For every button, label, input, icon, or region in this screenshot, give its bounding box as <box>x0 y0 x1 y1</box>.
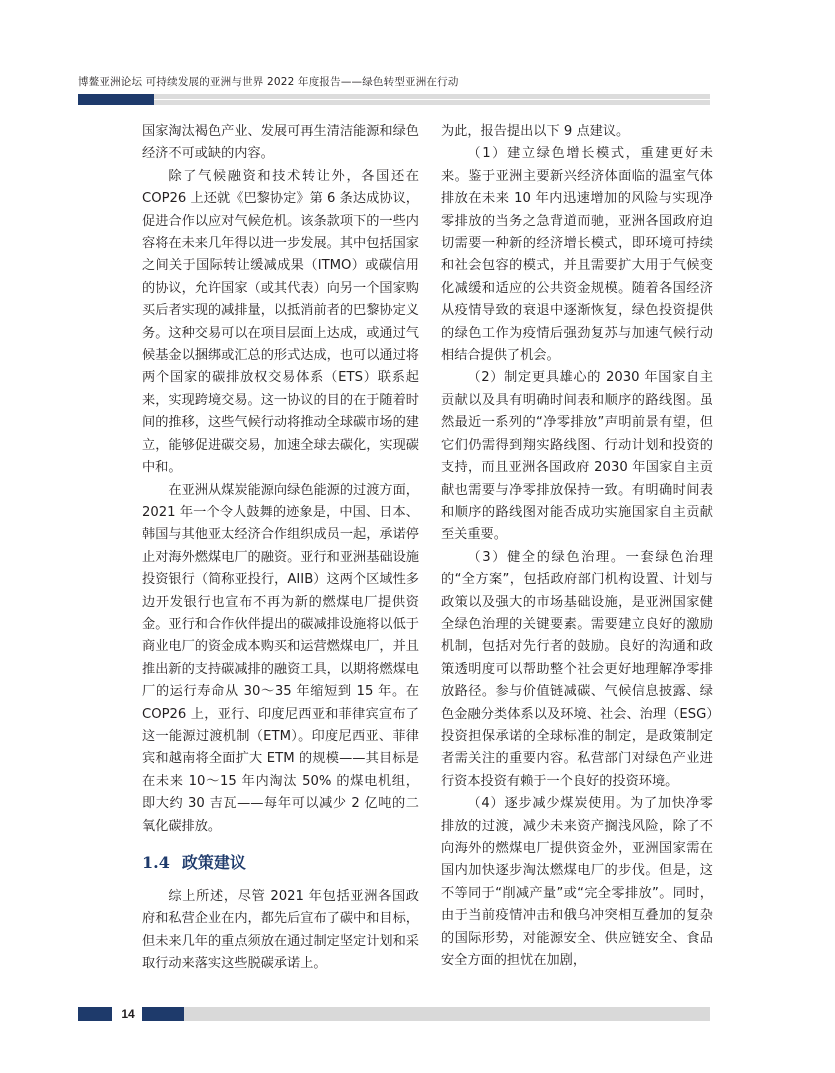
running-header: 博鳌亚洲论坛 可持续发展的亚洲与世界 2022 年度报告——绿色转型亚洲在行动 <box>78 76 459 88</box>
paragraph: 除了气候融资和技术转让外，各国还在 COP26 上还就《巴黎协定》第 6 条达成协议，促进合作以应对气候危机。该条款项下的一些内容将在未来几年得以进一步发展。其中包括国家之间关于国际转让缓减成果（ITMO）或碳信用的协议，允许国家（或其代表）向另一个国家购买后者实现的减排量，以抵消前者的巴黎协定义务。这种交易可以在项目层面上达成，或通过气候基金以捆绑或汇总的形式达成，也可以通过将两个国家的碳排放权交易体系（ETS）联系起来，实现跨境交易。这一协议的目的在于随着时间的推移，这些气候行动将推动全球碳市场的建立，能够促进碳交易，加速全球去碳化，实现碳中和。 <box>142 168 419 476</box>
paragraph: 综上所述，尽管 2021 年包括亚洲各国政府和私营企业在内，都先后宣布了碳中和目标，但未来几年的重点须放在通过制定坚定计划和采取行动来落实这些脱碳承诺上。 <box>142 889 419 972</box>
header-rule <box>78 94 710 105</box>
section-title: 政策建议 <box>181 853 246 872</box>
paragraph: 国家淘汰褐色产业、发展可再生清洁能源和绿色经济不可或缺的内容。 <box>142 124 419 162</box>
paragraph: （3）健全的绿色治理。一套绿色治理的“全方案”，包括政府部门机构设置、计划与政策以及强大的市场基础设施，是亚洲国家健全绿色治理的关键要素。需要建立良好的激励机制，包括对先行者的鼓励。良好的沟通和政策透明度可以帮助整个社会更好地理解净零排放路径。参与价值链减碳、气候信息披露、绿色金融分类体系以及环境、社会、治理（ESG）投资担保承诺的全球标准的制定，是政策制定者需关注的重要内容。私营部门对绿色产业进行资本投资有赖于一个良好的投资环境。 <box>441 549 713 789</box>
left-column <box>142 121 419 976</box>
section-heading <box>142 852 419 874</box>
page-number: 14 <box>121 1007 135 1021</box>
paragraph: （1）建立绿色增长模式，重建更好未来。鉴于亚洲主要新兴经济体面临的温室气体排放在未来 10 年内迅速增加的风险与实现净零排放的当务之急背道而驰，亚洲各国政府迫切需要一种新的经济增长模式，即环境可持续和社会包容的模式，并且需要扩大用于气候变化减缓和适应的公共资金规模。随着各国经济从疫情导致的衰退中逐渐恢复，绿色投资提供的绿色工作为疫情后强劲复苏与加速气候行动相结合提供了机会。 <box>441 146 713 364</box>
paragraph: （4）逐步减少煤炭使用。为了加快净零排放的过渡，减少未来资产搁浅风险，除了不向海外的燃煤电厂提供资金外，亚洲国家需在国内加快逐步淘汰燃煤电厂的步伐。但是，这不等同于“削减产量”或“完全零排放”。同时，由于当前疫情冲击和俄乌冲突相互叠加的复杂的国际形势，对能源安全、供应链安全、食品安全方面的担忧在加剧， <box>441 796 713 969</box>
header-rule-accent <box>78 94 154 105</box>
paragraph: （2）制定更具雄心的 2030 年国家自主贡献以及具有明确时间表和顺序的路线图。虽然最近一系列的“净零排放”声明前景有望，但它们仍需得到翔实路线图、行动计划和投资的支持，而且亚洲各国政府 2030 年国家自主贡献也需要与净零排放保持一致。有明确时间表和顺序的路线图对能否成功实施国家自主贡献至关重要。 <box>441 370 713 543</box>
paragraph: 为此，报告提出以下 9 点建议。 <box>441 124 630 139</box>
section-number: 1.4 <box>142 853 170 872</box>
right-column <box>441 121 713 972</box>
paragraph: 在亚洲从煤炭能源向绿色能源的过渡方面，2021 年一个令人鼓舞的迹象是，中国、日本、韩国与其他亚太经济合作组织成员一起，承诺停止对海外燃煤电厂的融资。亚行和亚洲基础设施投资银行（简称亚投行，AIIB）这两个区域性多边开发银行也宣布不再为新的燃煤电厂提供资金。亚行和合作伙伴提出的碳减排设施将以低于商业电厂的资金成本购买和运营燃煤电厂，并且推出新的支持碳减排的融资工具，以期将燃煤电厂的运行寿命从 30～35 年缩短到 15 年。在 COP26 上，亚行、印度尼西亚和菲律宾宣布了这一能源过渡机制（ETM）。印度尼西亚、菲律宾和越南将全面扩大 ETM 的规模——其目标是在未来 10～15 年内淘汰 50% 的煤电机组，即大约 30 吉瓦——每年可以减少 2 亿吨的二氧化碳排放。 <box>142 482 419 834</box>
